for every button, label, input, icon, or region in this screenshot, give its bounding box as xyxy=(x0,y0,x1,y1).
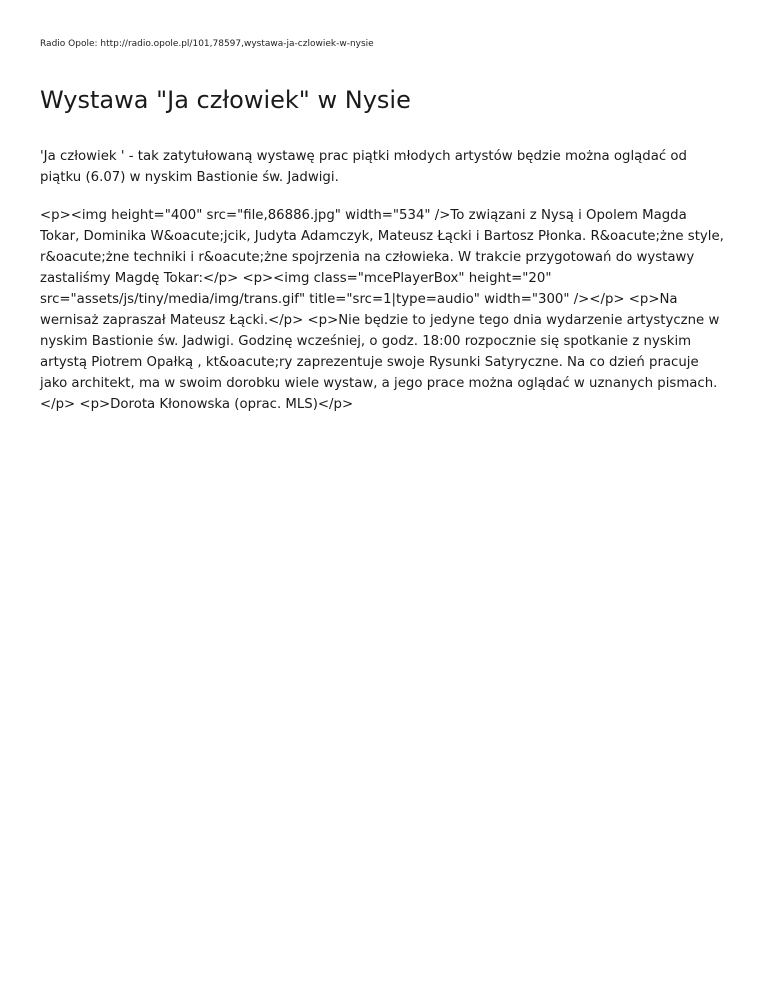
source-url-line: Radio Opole: http://radio.opole.pl/101,78597,wystawa-ja-czlowiek-w-nysie xyxy=(40,39,374,49)
article-body: <p><img height="400" src="file,86886.jpg" width="534" />To związani z Nysą i Opolem Magda Tokar, Dominika W&oacute;jcik, Judyta Adamczyk, Mateusz Łącki i Bartosz Płonka. R&oacute;żne style, r&oacute;żne techniki i r&oacute;żne spojrzenia na człowieka. W trakcie przygotowań do wystawy zastaliśmy Magdę Tokar:</p> <p><img class="mcePlayerBox" height="20" src="assets/js/tiny/media/img/trans.gif" title="src=1|type=audio" width="300" /></p> <p>Na wernisaż zapraszał Mateusz Łącki.</p> <p>Nie będzie to jedyne tego dnia wydarzenie artystyczne w nyskim Bastionie św. Jadwigi. Godzinę wcześniej, o godz. 18:00 rozpocznie się spotkanie z nyskim artystą Piotrem Opałką , kt&oacute;ry zaprezentuje swoje Rysunki Satyryczne. Na co dzień pracuje jako architekt, ma w swoim dorobku wiele wystaw, a jego prace można oglądać w uznanych pismach.</p> <p>Dorota Kłonowska (oprac. MLS)</p> xyxy=(40,208,724,412)
article-lead: 'Ja człowiek ' - tak zatytułowaną wystawę prac piątki młodych artystów będzie można oglądać od piątku (6.07) w nyskim Bastionie św. Jadwigi. xyxy=(40,149,687,185)
article-title: Wystawa "Ja człowiek" w Nysie xyxy=(40,86,411,114)
